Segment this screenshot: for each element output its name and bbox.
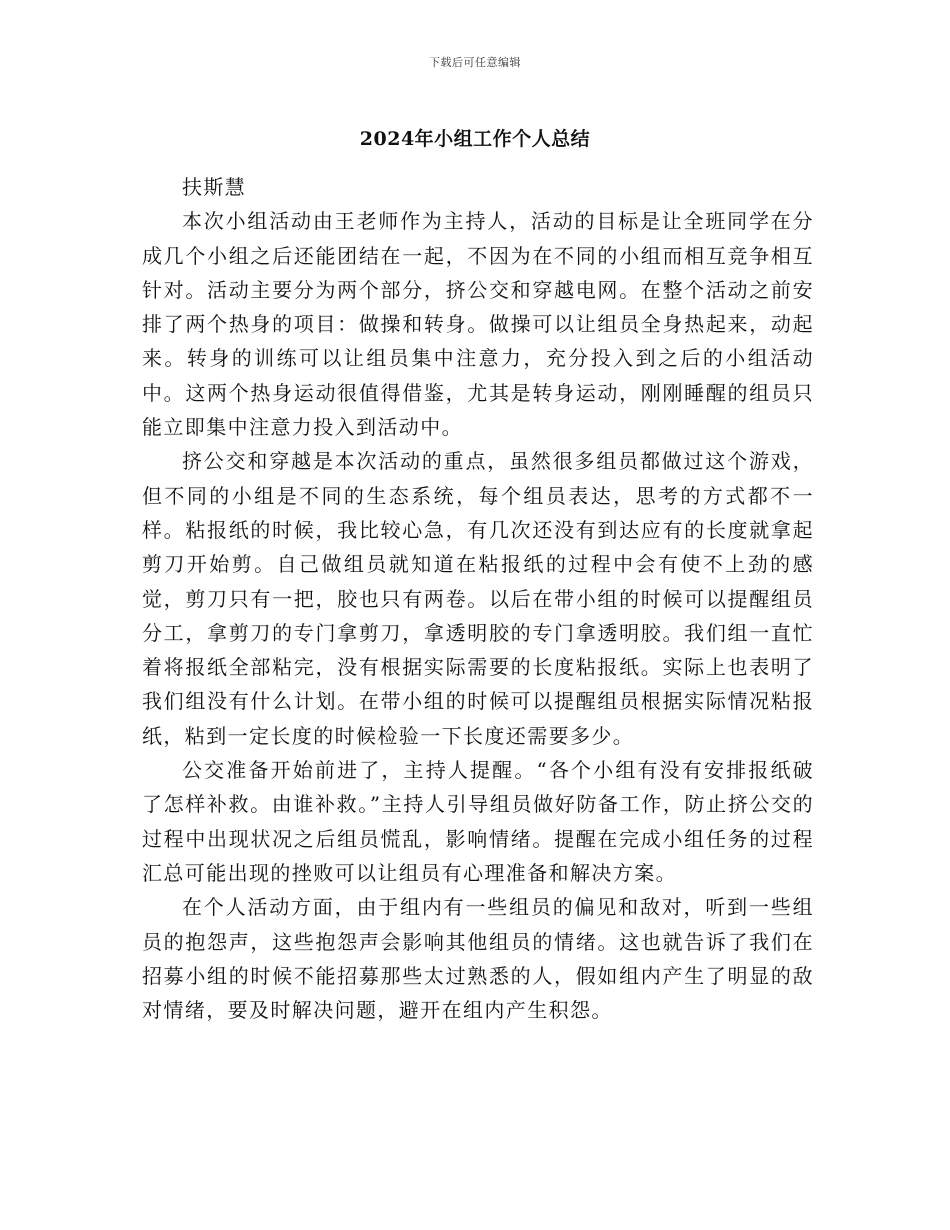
author-name: 扶斯慧: [182, 175, 247, 199]
body-paragraph: 公交准备开始前进了，主持人提醒。“各个小组有没有安排报纸破了怎样补救。由谁补救。”主持人引导组员做好防备工作，防止挤公交的过程中出现状况之后组员慌乱，影响情绪。提醒在完成小组任务的过程汇总可能出现的挫败可以让组员有心理准备和解决方案。: [142, 758, 814, 885]
document-title: 2024年小组工作个人总结: [359, 128, 591, 150]
body-paragraph: 在个人活动方面，由于组内有一些组员的偏见和敌对，听到一些组员的抱怨声，这些抱怨声会影响其他组员的情绪。这也就告诉了我们在招募小组的时候不能招募那些太过熟悉的人，假如组内产生了明显的敌对情绪，要及时解决问题，避开在组内产生积怨。: [142, 895, 814, 1023]
body-paragraph: 本次小组活动由王老师作为主持人，活动的目标是让全班同学在分成几个小组之后还能团结在一起，不因为在不同的小组而相互竞争相互针对。活动主要分为两个部分，挤公交和穿越电网。在整个活动之前安排了两个热身的项目：做操和转身。做操可以让组员全身热起来，动起来。转身的训练可以让组员集中注意力，充分投入到之后的小组活动中。这两个热身运动很值得借鉴，尤其是转身运动，刚刚睡醒的组员只能立即集中注意力投入到活动中。: [142, 209, 814, 440]
document-body: [142, 170, 814, 1027]
header-note: 下载后可任意编辑: [429, 56, 521, 69]
body-paragraph: 挤公交和穿越是本次活动的重点，虽然很多组员都做过这个游戏，但不同的小组是不同的生态系统，每个组员表达，思考的方式都不一样。粘报纸的时候，我比较心急，有几次还没有到达应有的长度就拿起剪刀开始剪。自己做组员就知道在粘报纸的过程中会有使不上劲的感觉，剪刀只有一把，胶也只有两卷。以后在带小组的时候可以提醒组员分工，拿剪刀的专门拿剪刀，拿透明胶的专门拿透明胶。我们组一直忙着将报纸全部粘完，没有根据实际需要的长度粘报纸。实际上也表明了我们组没有什么计划。在带小组的时候可以提醒组员根据实际情况粘报纸，粘到一定长度的时候检验一下长度还需要多少。: [142, 449, 814, 748]
